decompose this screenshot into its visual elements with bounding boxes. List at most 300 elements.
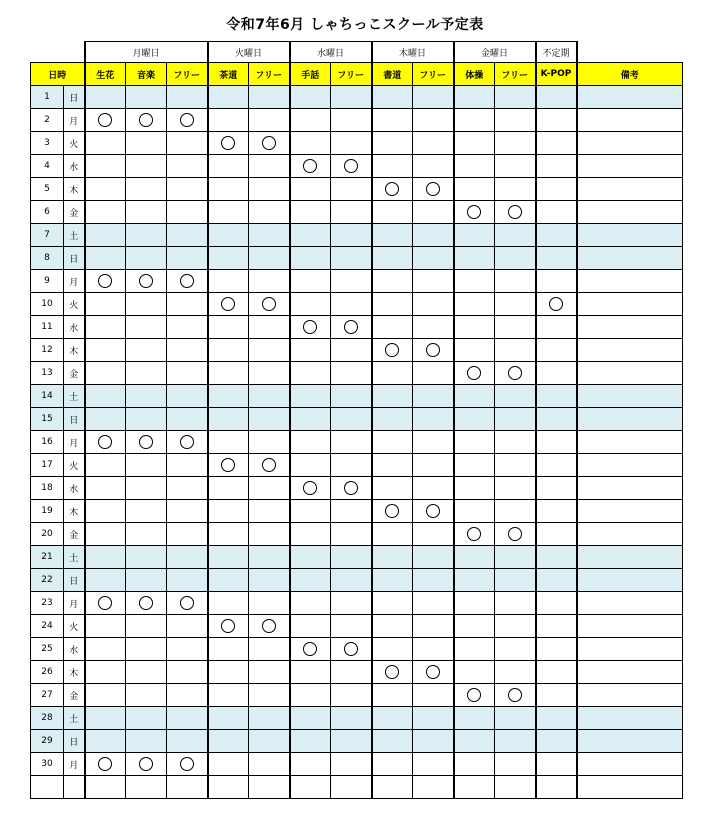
schedule-cell: [85, 638, 126, 661]
schedule-cell: [249, 109, 290, 132]
schedule-cell: [331, 132, 372, 155]
notes-cell: [577, 109, 683, 132]
schedule-cell: [495, 362, 536, 385]
schedule-cell: [372, 661, 413, 684]
schedule-cell: [372, 730, 413, 753]
schedule-cell: [495, 155, 536, 178]
schedule-cell: [454, 293, 495, 316]
schedule-cell: [208, 86, 249, 109]
schedule-cell: [85, 86, 126, 109]
schedule-cell: [454, 523, 495, 546]
schedule-cell: [413, 155, 454, 178]
schedule-cell: [454, 339, 495, 362]
notes-cell: [577, 293, 683, 316]
schedule-cell: [208, 615, 249, 638]
schedule-cell: [249, 523, 290, 546]
schedule-cell: [331, 592, 372, 615]
day-number: 26: [31, 661, 64, 684]
activity-column-header: 音楽: [126, 63, 167, 86]
schedule-cell: [413, 86, 454, 109]
schedule-cell: [126, 339, 167, 362]
activity-column-header: フリー: [495, 63, 536, 86]
schedule-cell: [167, 753, 208, 776]
schedule-cell: [413, 638, 454, 661]
schedule-cell: [167, 546, 208, 569]
activity-column-header: フリー: [167, 63, 208, 86]
schedule-cell: [167, 707, 208, 730]
schedule-cell: [208, 316, 249, 339]
schedule-cell: [290, 569, 331, 592]
attendance-circle-mark: [303, 320, 317, 334]
schedule-cell: [249, 661, 290, 684]
attendance-circle-mark: [385, 343, 399, 357]
schedule-cell: [372, 178, 413, 201]
group-header-row: [31, 42, 683, 63]
schedule-cell: [126, 707, 167, 730]
day-number: 13: [31, 362, 64, 385]
schedule-cell: [208, 592, 249, 615]
schedule-cell: [85, 431, 126, 454]
schedule-cell: [167, 339, 208, 362]
schedule-cell: [413, 132, 454, 155]
schedule-cell: [372, 132, 413, 155]
schedule-cell: [249, 431, 290, 454]
day-of-week: 金: [64, 523, 85, 546]
day-of-week: 日: [64, 247, 85, 270]
attendance-circle-mark: [467, 366, 481, 380]
schedule-cell: [290, 224, 331, 247]
notes-cell: [577, 155, 683, 178]
notes-column-header: 備考: [577, 63, 683, 86]
schedule-cell: [126, 546, 167, 569]
empty-cell: [31, 776, 64, 799]
schedule-cell: [249, 270, 290, 293]
schedule-cell: [495, 431, 536, 454]
schedule-cell: [413, 270, 454, 293]
day-number: 11: [31, 316, 64, 339]
day-number: 21: [31, 546, 64, 569]
schedule-cell: [536, 500, 577, 523]
schedule-cell: [290, 132, 331, 155]
schedule-cell: [331, 454, 372, 477]
schedule-cell: [331, 270, 372, 293]
schedule-cell: [167, 477, 208, 500]
schedule-cell: [536, 753, 577, 776]
attendance-circle-mark: [180, 757, 194, 771]
attendance-circle-mark: [139, 757, 153, 771]
empty-cell: [577, 776, 683, 799]
schedule-cell: [536, 109, 577, 132]
schedule-cell: [536, 615, 577, 638]
schedule-cell: [249, 615, 290, 638]
notes-cell: [577, 638, 683, 661]
notes-cell: [577, 546, 683, 569]
schedule-cell: [495, 546, 536, 569]
schedule-cell: [331, 500, 372, 523]
day-row: [31, 201, 683, 224]
day-row: [31, 408, 683, 431]
day-number: 6: [31, 201, 64, 224]
notes-cell: [577, 86, 683, 109]
schedule-cell: [290, 454, 331, 477]
schedule-cell: [413, 661, 454, 684]
day-number: 14: [31, 385, 64, 408]
day-of-week: 土: [64, 385, 85, 408]
schedule-cell: [495, 224, 536, 247]
schedule-cell: [249, 247, 290, 270]
day-row: [31, 247, 683, 270]
schedule-cell: [208, 132, 249, 155]
day-number: 25: [31, 638, 64, 661]
day-row: [31, 684, 683, 707]
schedule-cell: [536, 546, 577, 569]
schedule-cell: [290, 178, 331, 201]
schedule-cell: [495, 477, 536, 500]
notes-cell: [577, 132, 683, 155]
schedule-cell: [495, 408, 536, 431]
attendance-circle-mark: [303, 481, 317, 495]
weekday-group-header: 水曜日: [290, 42, 372, 63]
activity-column-header: 茶道: [208, 63, 249, 86]
attendance-circle-mark: [221, 297, 235, 311]
schedule-cell: [126, 408, 167, 431]
schedule-cell: [126, 132, 167, 155]
schedule-cell: [495, 753, 536, 776]
schedule-cell: [413, 753, 454, 776]
schedule-cell: [85, 155, 126, 178]
schedule-cell: [536, 224, 577, 247]
day-number: 27: [31, 684, 64, 707]
schedule-cell: [167, 454, 208, 477]
schedule-cell: [85, 707, 126, 730]
schedule-cell: [454, 753, 495, 776]
schedule-cell: [536, 201, 577, 224]
attendance-circle-mark: [221, 136, 235, 150]
schedule-cell: [454, 178, 495, 201]
day-number: 29: [31, 730, 64, 753]
day-row: [31, 178, 683, 201]
day-row: [31, 431, 683, 454]
schedule-cell: [454, 730, 495, 753]
schedule-cell: [290, 86, 331, 109]
schedule-cell: [536, 684, 577, 707]
day-row: [31, 477, 683, 500]
schedule-cell: [208, 270, 249, 293]
schedule-cell: [454, 615, 495, 638]
schedule-cell: [167, 224, 208, 247]
day-row: [31, 661, 683, 684]
empty-cell: [372, 776, 413, 799]
attendance-circle-mark: [467, 688, 481, 702]
day-number: 8: [31, 247, 64, 270]
notes-cell: [577, 684, 683, 707]
notes-cell: [577, 270, 683, 293]
attendance-circle-mark: [426, 504, 440, 518]
schedule-cell: [372, 293, 413, 316]
attendance-circle-mark: [467, 205, 481, 219]
schedule-cell: [372, 707, 413, 730]
schedule-cell: [126, 86, 167, 109]
schedule-cell: [331, 615, 372, 638]
schedule-cell: [208, 431, 249, 454]
day-number: 20: [31, 523, 64, 546]
schedule-cell: [413, 431, 454, 454]
schedule-cell: [454, 500, 495, 523]
day-number: 24: [31, 615, 64, 638]
day-row: [31, 86, 683, 109]
schedule-cell: [208, 155, 249, 178]
schedule-cell: [372, 155, 413, 178]
schedule-cell: [495, 339, 536, 362]
schedule-cell: [126, 454, 167, 477]
schedule-cell: [208, 684, 249, 707]
schedule-cell: [413, 247, 454, 270]
attendance-circle-mark: [98, 435, 112, 449]
schedule-cell: [290, 362, 331, 385]
schedule-cell: [167, 569, 208, 592]
schedule-cell: [85, 661, 126, 684]
schedule-cell: [208, 500, 249, 523]
schedule-cell: [372, 431, 413, 454]
day-of-week: 日: [64, 569, 85, 592]
schedule-cell: [372, 592, 413, 615]
attendance-circle-mark: [385, 504, 399, 518]
activity-column-header: 体操: [454, 63, 495, 86]
schedule-cell: [495, 707, 536, 730]
schedule-cell: [208, 293, 249, 316]
schedule-cell: [372, 546, 413, 569]
schedule-cell: [290, 592, 331, 615]
schedule-cell: [413, 592, 454, 615]
day-of-week: 日: [64, 408, 85, 431]
day-of-week: 月: [64, 109, 85, 132]
schedule-cell: [454, 569, 495, 592]
attendance-circle-mark: [180, 274, 194, 288]
schedule-cell: [167, 316, 208, 339]
schedule-cell: [126, 155, 167, 178]
schedule-cell: [290, 500, 331, 523]
schedule-cell: [126, 730, 167, 753]
schedule-cell: [536, 362, 577, 385]
schedule-cell: [536, 408, 577, 431]
schedule-cell: [290, 385, 331, 408]
notes-cell: [577, 523, 683, 546]
notes-cell: [577, 569, 683, 592]
day-of-week: 土: [64, 546, 85, 569]
schedule-cell: [167, 385, 208, 408]
schedule-cell: [331, 224, 372, 247]
day-number: 12: [31, 339, 64, 362]
schedule-cell: [208, 109, 249, 132]
notes-cell: [577, 339, 683, 362]
attendance-circle-mark: [508, 688, 522, 702]
schedule-cell: [167, 592, 208, 615]
schedule-cell: [85, 385, 126, 408]
notes-cell: [577, 247, 683, 270]
schedule-cell: [249, 201, 290, 224]
day-row: [31, 293, 683, 316]
notes-cell: [577, 201, 683, 224]
schedule-cell: [249, 316, 290, 339]
schedule-cell: [536, 155, 577, 178]
schedule-cell: [208, 201, 249, 224]
schedule-cell: [413, 546, 454, 569]
schedule-cell: [495, 500, 536, 523]
day-row: [31, 523, 683, 546]
schedule-cell: [454, 155, 495, 178]
activity-column-header: フリー: [249, 63, 290, 86]
schedule-cell: [167, 408, 208, 431]
schedule-cell: [454, 684, 495, 707]
empty-cell: [331, 776, 372, 799]
schedule-cell: [495, 684, 536, 707]
schedule-cell: [536, 477, 577, 500]
notes-cell: [577, 592, 683, 615]
empty-cell: [64, 776, 85, 799]
schedule-cell: [331, 431, 372, 454]
schedule-cell: [454, 247, 495, 270]
schedule-cell: [413, 523, 454, 546]
schedule-cell: [126, 684, 167, 707]
schedule-cell: [454, 638, 495, 661]
schedule-cell: [208, 661, 249, 684]
day-of-week: 木: [64, 661, 85, 684]
attendance-circle-mark: [98, 757, 112, 771]
day-row: [31, 339, 683, 362]
day-of-week: 火: [64, 615, 85, 638]
schedule-cell: [208, 178, 249, 201]
schedule-cell: [167, 86, 208, 109]
schedule-cell: [413, 178, 454, 201]
schedule-cell: [413, 339, 454, 362]
schedule-cell: [331, 316, 372, 339]
schedule-cell: [126, 362, 167, 385]
empty-cell: [290, 776, 331, 799]
day-of-week: 木: [64, 339, 85, 362]
schedule-cell: [454, 477, 495, 500]
schedule-cell: [331, 362, 372, 385]
day-row: [31, 569, 683, 592]
schedule-cell: [167, 615, 208, 638]
attendance-circle-mark: [180, 435, 194, 449]
schedule-cell: [495, 132, 536, 155]
schedule-cell: [85, 454, 126, 477]
schedule-cell: [290, 155, 331, 178]
notes-cell: [577, 753, 683, 776]
schedule-cell: [249, 224, 290, 247]
schedule-cell: [208, 339, 249, 362]
attendance-circle-mark: [385, 182, 399, 196]
group-header-spacer: [31, 42, 85, 63]
schedule-cell: [208, 224, 249, 247]
schedule-cell: [495, 638, 536, 661]
empty-cell: [85, 776, 126, 799]
day-number: 5: [31, 178, 64, 201]
schedule-cell: [85, 592, 126, 615]
schedule-cell: [331, 753, 372, 776]
schedule-cell: [413, 385, 454, 408]
schedule-cell: [413, 293, 454, 316]
empty-cell: [208, 776, 249, 799]
schedule-cell: [290, 615, 331, 638]
schedule-cell: [126, 247, 167, 270]
schedule-cell: [85, 408, 126, 431]
schedule-cell: [372, 86, 413, 109]
attendance-circle-mark: [344, 159, 358, 173]
day-row: [31, 385, 683, 408]
day-of-week: 月: [64, 270, 85, 293]
attendance-circle-mark: [98, 113, 112, 127]
schedule-cell: [249, 408, 290, 431]
schedule-cell: [208, 546, 249, 569]
schedule-cell: [331, 661, 372, 684]
schedule-cell: [85, 500, 126, 523]
day-number: 4: [31, 155, 64, 178]
schedule-cell: [536, 270, 577, 293]
attendance-circle-mark: [508, 527, 522, 541]
page-title: 令和7年6月 しゃちっこスクール予定表: [226, 17, 484, 33]
schedule-cell: [372, 247, 413, 270]
schedule-cell: [85, 339, 126, 362]
schedule-cell: [454, 270, 495, 293]
schedule-cell: [85, 730, 126, 753]
schedule-cell: [290, 523, 331, 546]
schedule-cell: [167, 661, 208, 684]
schedule-cell: [290, 316, 331, 339]
schedule-cell: [208, 362, 249, 385]
notes-cell: [577, 707, 683, 730]
schedule-cell: [536, 592, 577, 615]
schedule-cell: [208, 753, 249, 776]
schedule-cell: [331, 408, 372, 431]
day-of-week: 水: [64, 638, 85, 661]
schedule-cell: [331, 569, 372, 592]
day-of-week: 日: [64, 730, 85, 753]
schedule-cell: [85, 132, 126, 155]
attendance-circle-mark: [262, 619, 276, 633]
schedule-cell: [495, 178, 536, 201]
schedule-cell: [126, 109, 167, 132]
attendance-circle-mark: [303, 159, 317, 173]
schedule-cell: [249, 86, 290, 109]
schedule-cell: [167, 201, 208, 224]
schedule-cell: [85, 615, 126, 638]
schedule-cell: [331, 178, 372, 201]
day-row: [31, 546, 683, 569]
attendance-circle-mark: [426, 665, 440, 679]
schedule-cell: [454, 86, 495, 109]
activity-column-header: フリー: [413, 63, 454, 86]
schedule-cell: [126, 201, 167, 224]
schedule-cell: [454, 132, 495, 155]
attendance-circle-mark: [139, 113, 153, 127]
schedule-cell: [331, 339, 372, 362]
schedule-cell: [167, 293, 208, 316]
date-column-header: 日時: [31, 63, 85, 86]
day-number: 7: [31, 224, 64, 247]
schedule-cell: [290, 546, 331, 569]
schedule-cell: [167, 155, 208, 178]
schedule-cell: [454, 454, 495, 477]
schedule-cell: [208, 638, 249, 661]
schedule-cell: [372, 454, 413, 477]
activity-column-header: 生花: [85, 63, 126, 86]
notes-cell: [577, 178, 683, 201]
weekday-group-header: 木曜日: [372, 42, 454, 63]
schedule-cell: [331, 155, 372, 178]
notes-cell: [577, 730, 683, 753]
schedule-cell: [372, 270, 413, 293]
